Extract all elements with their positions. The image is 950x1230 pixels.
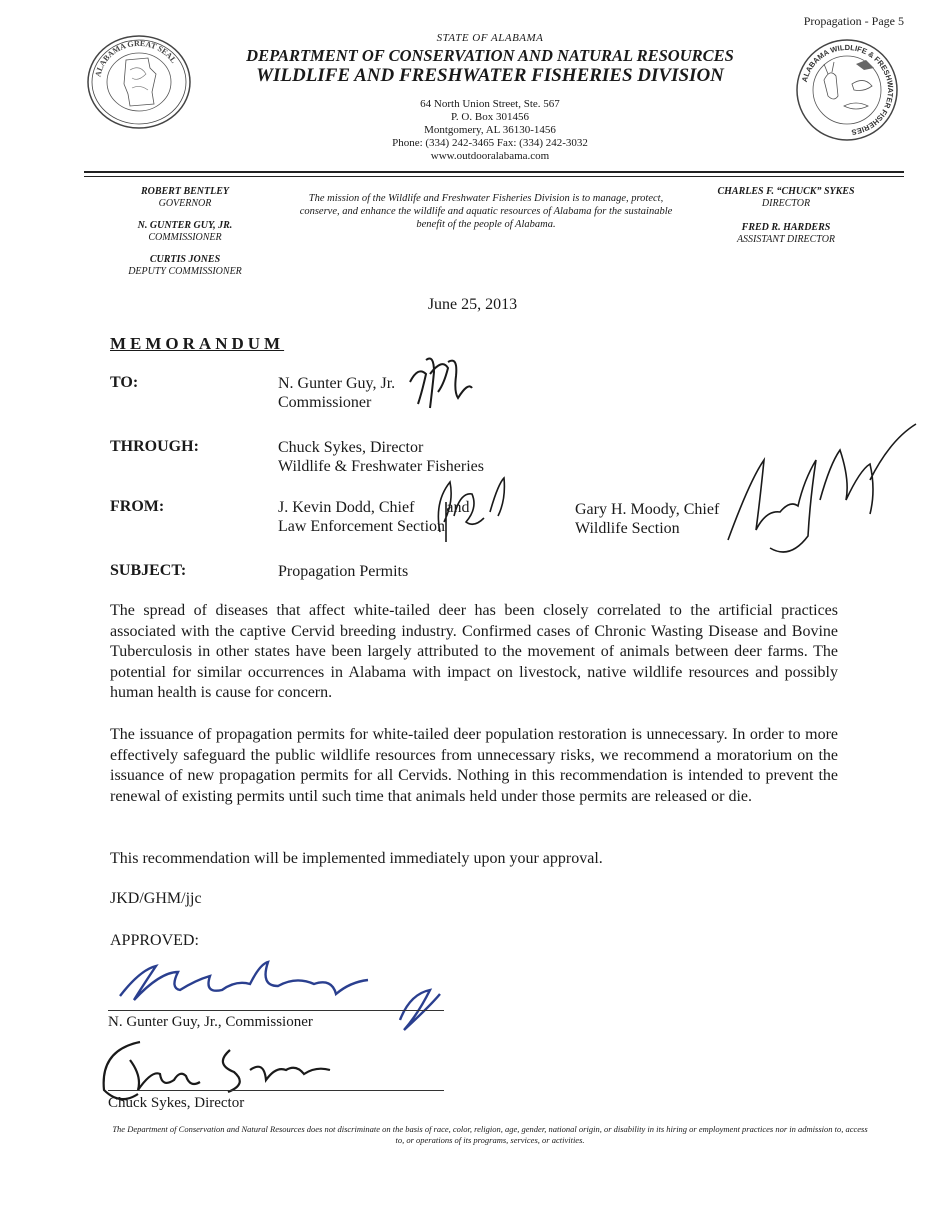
left-seal-text: ALABAMA GREAT SEAL (93, 38, 179, 78)
address-phone: Phone: (334) 242-3465 Fax: (334) 242-3032 (392, 137, 588, 149)
staff-name: CHARLES F. “CHUCK” SYKES (717, 186, 855, 197)
header-state: STATE OF ALABAMA (436, 32, 544, 44)
memo-date: June 25, 2013 (427, 296, 518, 313)
mission-statement: The mission of the Wildlife and Freshwater Fisheries Division is to manage, protect, conserve, and enhance the wildlife and aquatic resources of Alabama for the sustainable benefit of the people of Alabama. (299, 193, 673, 230)
memo-title: MEMORANDUM (110, 334, 285, 353)
staff-title: GOVERNOR (158, 198, 212, 209)
page-label: Propagation - Page 5 (803, 14, 904, 28)
staff-right (706, 186, 866, 258)
paragraph-3: This recommendation will be implemented immediately upon your approval. (110, 850, 603, 867)
staff-title: DEPUTY COMMISSIONER (128, 266, 242, 277)
staff-title: COMMISSIONER (148, 232, 222, 243)
to-name: N. Gunter Guy, Jr. (278, 375, 396, 392)
staff-name: CURTIS JONES (149, 254, 221, 265)
through-unit: Wildlife & Freshwater Fisheries (278, 458, 484, 475)
director-signature-label: Chuck Sykes, Director (108, 1095, 245, 1111)
commissioner-signature-label: N. Gunter Guy, Jr., Commissioner (108, 1014, 313, 1030)
address-street: 64 North Union Street, Ste. 567 (420, 98, 560, 110)
svg-text:ALABAMA GREAT SEAL (93, 39, 178, 78)
staff-title: DIRECTOR (761, 198, 811, 209)
alabama-great-seal-icon (86, 34, 192, 130)
header-address (340, 98, 640, 163)
from-label: FROM: (110, 498, 165, 515)
staff-name: FRED R. HARDERS (741, 222, 831, 233)
subject-label: SUBJECT: (110, 562, 187, 579)
header-divider-thin (84, 176, 904, 177)
staff-name: ROBERT BENTLEY (140, 186, 230, 197)
from2-value (575, 500, 719, 538)
from2-name: Gary H. Moody, Chief (575, 501, 720, 518)
paragraph-2: The issuance of propagation permits for white-tailed deer population restoration is unnecessary. In order to more effectively safeguard the public wildlife resources from unnecessary risks, we recommend a moratorium on the issuance of new propagation permits for all Cervids. Nothing in this recommendation is intended to prevent the renewal of existing permits until such time that animals held under those permits are released or die. (110, 726, 838, 805)
subject-value: Propagation Permits (278, 563, 409, 580)
header-divider (84, 171, 904, 173)
initials-signature-icon (408, 352, 478, 410)
wildlife-fisheries-seal-icon (794, 40, 900, 140)
moody-signature-icon (720, 420, 920, 560)
staff-left (110, 186, 260, 288)
to-label: TO: (110, 374, 139, 391)
nondiscrimination-footer: The Department of Conservation and Natural Resources does not discriminate on the basis of race, color, religion, age, gender, national origin, or disability in its hiring or employment practices nor in admission to, access to, or operations of its programs, services, or activities. (112, 1124, 868, 1145)
to-title: Commissioner (278, 394, 372, 411)
director-signature-line (108, 1090, 444, 1091)
from-unit: Law Enforcement Section (278, 518, 446, 535)
staff-title: ASSISTANT DIRECTOR (736, 234, 836, 245)
header-division: WILDLIFE AND FRESHWATER FISHERIES DIVISION (256, 65, 724, 86)
from2-unit: Wildlife Section (575, 520, 680, 537)
through-value (278, 438, 484, 476)
through-name: Chuck Sykes, Director (278, 439, 424, 456)
from-name: J. Kevin Dodd, Chief and (278, 499, 470, 516)
address-po-box: P. O. Box 301456 (451, 111, 529, 123)
commissioner-signature-line (108, 1010, 444, 1011)
paragraph-1: The spread of diseases that affect white-tailed deer has been closely correlated to the artificial practices associated with the captive Cervid breeding industry. Confirmed cases of Chronic Wasting Disease and Bovine Tuberculosis in other states have been largely attributed to the movement of animals between deer farms. The potential for similar occurrences in Alabama with impact on livestock, native wildlife resources and possibly human health is cause for concern. (110, 602, 838, 701)
approved-label: APPROVED: (110, 932, 199, 949)
address-city: Montgomery, AL 36130-1456 (424, 124, 556, 136)
through-label: THROUGH: (110, 438, 199, 455)
initials: JKD/GHM/jjc (110, 890, 202, 907)
right-seal-text: ALABAMA WILDLIFE & FRESHWATER FISHERIES (799, 42, 896, 137)
staff-name: N. GUNTER GUY, JR. (137, 220, 233, 231)
to-value (278, 374, 395, 412)
header-department: DEPARTMENT OF CONSERVATION AND NATURAL RESOURCES (246, 46, 734, 65)
address-website: www.outdooralabama.com (430, 150, 550, 162)
dodd-signature-icon (420, 472, 520, 552)
